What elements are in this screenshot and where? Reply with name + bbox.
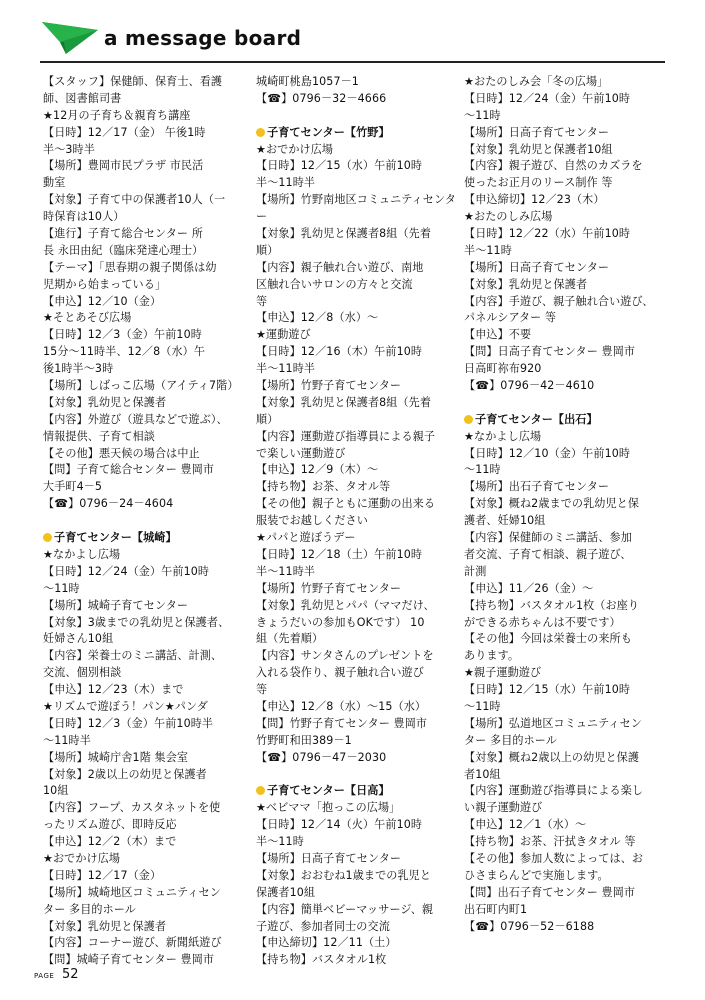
column-right — [464, 74, 661, 935]
column-left — [43, 74, 240, 969]
event-title: ★なかよし広場 — [464, 429, 542, 443]
text-line: ったリズム遊び、即時反応 — [43, 818, 177, 832]
spacer — [43, 513, 240, 530]
text-line: 【申込締切】12／23（木） — [464, 193, 605, 207]
event-title: ★おでかけ広場 — [43, 851, 121, 865]
header-divider — [40, 61, 665, 63]
text-line: 【場所】日高子育てセンター — [464, 260, 610, 274]
text-line: 半～11時半 — [256, 362, 316, 376]
text-line: 子遊び、参加者同士の交流 — [256, 919, 390, 933]
text-line: 【その他】参加人数によっては、お — [464, 851, 644, 865]
event-title: ★親子運動遊び — [464, 666, 542, 680]
text-line: 【日時】12／14（火）午前10時 — [256, 818, 423, 832]
text-line: 【内容】保健師のミニ講話、参加 — [464, 531, 632, 545]
text-line: 出石町内町1 — [464, 902, 528, 916]
text-line: 【☎】0796－32－4666 — [256, 91, 387, 105]
page-title: a message board — [104, 26, 302, 50]
text-line: ー — [256, 210, 268, 224]
event-title: ★おたのしみ会「冬の広場」 — [464, 75, 609, 88]
text-line: ～11時 — [464, 699, 501, 713]
text-line: 者交流、子育て相談、親子遊び、 — [464, 547, 632, 561]
text-line: 半～11時半 — [256, 176, 316, 190]
event-title: ★リズムで遊ぼう！パン★パンダ — [43, 699, 208, 713]
text-line: 情報提供、子育て相談 — [43, 429, 155, 443]
text-line: 【内容】フープ、カスタネットを使 — [43, 801, 221, 815]
text-line: 【対象】概ね2歳以上の幼児と保護 — [464, 750, 640, 764]
text-line: 護者、妊婦10組 — [464, 514, 546, 528]
text-line: 【場所】しばっこ広場（アイティ7階） — [43, 379, 239, 393]
text-line: 【場所】竹野子育てセンター — [256, 379, 402, 393]
text-line: 【日時】12／24（金）午前10時 — [464, 91, 631, 105]
section-heading: 子育てセンター【竹野】 — [256, 125, 453, 142]
text-line: 【日時】12／17（金） — [43, 868, 162, 882]
text-line: 城崎町桃島1057－1 — [256, 75, 359, 88]
text-line: 【対象】乳幼児と保護者8組（先着 — [256, 227, 432, 241]
text-line: 15分～11時半、12／8（水）午 — [43, 345, 206, 359]
text-line: 【対象】乳幼児と保護者8組（先着 — [256, 395, 432, 409]
text-line: 【申込締切】12／11（土） — [256, 936, 397, 950]
page-header — [0, 0, 705, 64]
text-line: 等 — [256, 294, 268, 308]
text-line: 【テーマ】「思春期の親子関係は幼 — [43, 260, 217, 274]
yellow-dot-icon — [43, 533, 52, 542]
text-line: ～11時 — [464, 463, 501, 477]
text-line: 【日時】12／17（金） 午後1時 — [43, 125, 206, 139]
spacer — [256, 108, 453, 125]
text-line: 【日時】12／3（金）午前10時半 — [43, 716, 214, 730]
text-line: 【持ち物】お茶、汗拭きタオル 等 — [464, 835, 636, 849]
column-middle — [256, 74, 456, 969]
yellow-dot-icon — [256, 786, 265, 795]
text-line: きょうだいの参加もOKです） 10 — [256, 615, 425, 629]
text-line: 【日時】12／3（金）午前10時 — [43, 328, 202, 342]
event-title: ★おたのしみ広場 — [464, 210, 553, 224]
text-line: 使ったお正月のリース制作 等 — [464, 176, 613, 190]
text-line: 【日時】12／15（水）午前10時 — [256, 159, 423, 173]
text-line: ができる赤ちゃんは不要です） — [464, 615, 621, 629]
text-line: 【問】日高子育てセンター 豊岡市 — [464, 345, 636, 359]
text-line: 【申込】12／8（水）～15（水） — [256, 699, 427, 713]
text-line: 【持ち物】バスタオル1枚（お座り — [464, 598, 640, 612]
spacer — [256, 767, 453, 784]
text-line: 【申込】12／8（水）～ — [256, 311, 379, 325]
text-line: 【☎】0796－42－4610 — [464, 379, 595, 393]
text-line: 【その他】親子ともに運動の出来る — [256, 497, 436, 511]
spacer — [464, 395, 661, 412]
text-line: 師、図書館司書 — [43, 91, 122, 105]
text-line: 【日時】12／10（金）午前10時 — [464, 446, 631, 460]
section-heading: 子育てセンター【城崎】 — [43, 530, 240, 547]
text-line: 【☎】0796－52－6188 — [464, 919, 595, 933]
text-line: 10組 — [43, 784, 69, 798]
text-line: 【持ち物】お茶、タオル等 — [256, 480, 391, 494]
text-line: 【内容】運動遊び指導員による親子 — [256, 429, 436, 443]
text-line: 【スタッフ】保健師、保育士、看護 — [43, 75, 223, 88]
text-line: 【場所】竹野南地区コミュニティセンタ — [256, 193, 456, 207]
text-line: 【場所】城崎庁舎1階 集会室 — [43, 750, 189, 764]
text-line: 【申込】12／9（木）～ — [256, 463, 379, 477]
page-number: 52 — [62, 967, 79, 982]
text-line: 【対象】おおむね1歳までの乳児と — [256, 868, 432, 882]
section-heading: 子育てセンター【出石】 — [464, 412, 661, 429]
text-line: 竹野町和田389－1 — [256, 733, 352, 747]
text-line: 【場所】豊岡市民プラザ 市民活 — [43, 159, 204, 173]
text-line: 妊婦さん10組 — [43, 632, 114, 646]
text-line: 【申込】不要 — [464, 328, 532, 342]
text-line: 順） — [256, 412, 279, 426]
event-title: ★おでかけ広場 — [256, 142, 334, 156]
text-line: 【申込】11／26（金）～ — [464, 581, 594, 595]
text-line: 【内容】親子遊び、自然のカズラを — [464, 159, 643, 173]
event-title: ★12月の子育ち＆親育ち講座 — [43, 108, 191, 122]
text-line: あります。 — [464, 649, 520, 663]
text-line: パネルシアター 等 — [464, 311, 557, 325]
text-line: 【内容】サンタさんのプレゼントを — [256, 649, 434, 663]
text-line: ～11時半 — [43, 733, 91, 747]
text-line: 半～11時 — [256, 835, 304, 849]
text-line: 【☎】0796－24－4604 — [43, 497, 174, 511]
text-line: 【その他】悪天候の場合は中止 — [43, 446, 200, 460]
text-line: 【内容】コーナー遊び、新聞紙遊び — [43, 936, 222, 950]
text-line: 【☎】0796－47－2030 — [256, 750, 387, 764]
text-line: で楽しい運動遊び — [256, 446, 346, 460]
text-line: 【場所】日高子育てセンター — [256, 851, 402, 865]
text-line: 【申込】12／10（金） — [43, 294, 162, 308]
text-line: 半～3時半 — [43, 142, 95, 156]
text-line: ～11時 — [43, 581, 80, 595]
text-line: 【問】城崎子育てセンター 豊岡市 — [43, 953, 215, 967]
event-title: ★ベビママ「抱っこの広場」 — [256, 801, 401, 815]
text-line: 【場所】城崎地区コミュニティセン — [43, 885, 221, 899]
text-line: 【申込】12／23（木）まで — [43, 683, 184, 697]
text-line: 等 — [256, 683, 268, 697]
paper-plane-icon — [42, 22, 98, 58]
event-title: ★そとあそび広場 — [43, 311, 132, 325]
text-line: 【持ち物】バスタオル1枚 — [256, 953, 387, 967]
text-line: 【対象】3歳までの乳幼児と保護者、 — [43, 615, 230, 629]
text-line: 【場所】日高子育てセンター — [464, 125, 610, 139]
text-line: ター 多目的ホール — [464, 733, 557, 747]
text-line: 【問】竹野子育てセンター 豊岡市 — [256, 716, 428, 730]
text-line: 半～11時半 — [256, 564, 316, 578]
text-line: 【対象】子育て中の保護者10人（一 — [43, 193, 226, 207]
text-line: ～11時 — [464, 108, 501, 122]
text-line: 【内容】簡単ベビーマッサージ、親 — [256, 902, 434, 916]
text-line: 動室 — [43, 176, 66, 190]
text-line: ター 多目的ホール — [43, 902, 136, 916]
yellow-dot-icon — [464, 415, 473, 424]
text-line: 【進行】子育て総合センター 所 — [43, 227, 203, 241]
text-line: 【対象】乳幼児と保護者 — [43, 919, 167, 933]
text-line: 【対象】2歳以上の幼児と保護者 — [43, 767, 207, 781]
text-line: 【その他】今回は栄養士の来所も — [464, 632, 632, 646]
text-line: 【内容】外遊び（遊具などで遊ぶ）、 — [43, 412, 228, 426]
text-line: 者10組 — [464, 767, 501, 781]
text-line: 【問】子育て総合センター 豊岡市 — [43, 463, 215, 477]
text-line: 【申込】12／1（水）～ — [464, 818, 587, 832]
text-line: 長 永田由紀（臨床発達心理士） — [43, 243, 204, 257]
text-line: 【場所】竹野子育てセンター — [256, 581, 402, 595]
text-line: 【内容】手遊び、親子触れ合い遊び、 — [464, 294, 654, 308]
text-line: 【対象】乳幼児と保護者 — [43, 395, 167, 409]
text-line: 【場所】城崎子育てセンター — [43, 598, 189, 612]
text-line: 【日時】12／24（金）午前10時 — [43, 564, 210, 578]
text-line: 大手町4－5 — [43, 480, 103, 494]
yellow-dot-icon — [256, 128, 265, 137]
text-line: 【日時】12／16（木）午前10時 — [256, 345, 423, 359]
text-line: 【対象】乳幼児とパパ（ママだけ、 — [256, 598, 435, 612]
text-line: 半～11時 — [464, 243, 512, 257]
event-title: ★パパと遊ぼうデー — [256, 531, 356, 545]
event-title: ★なかよし広場 — [43, 547, 121, 561]
text-line: 【内容】栄養士のミニ講話、計測、 — [43, 649, 223, 663]
text-line: 【場所】弘道地区コミュニティセン — [464, 716, 642, 730]
text-line: 【対象】乳幼児と保護者10組 — [464, 142, 613, 156]
text-line: 【申込】12／2（木）まで — [43, 835, 177, 849]
text-line: 時保育は10人） — [43, 210, 125, 224]
text-line: 【場所】出石子育てセンター — [464, 480, 610, 494]
text-line: 日高町祢布920 — [464, 362, 542, 376]
text-line: 【日時】12／18（土）午前10時 — [256, 547, 423, 561]
text-line: 保護者10組 — [256, 885, 316, 899]
page-label: PAGE — [34, 972, 55, 980]
text-line: い親子運動遊び — [464, 801, 543, 815]
text-line: 【内容】運動遊び指導員による楽し — [464, 784, 644, 798]
text-line: 交流、個別相談 — [43, 666, 122, 680]
text-line: 児期から始まっている」 — [43, 277, 167, 291]
text-line: 順） — [256, 243, 279, 257]
event-title: ★運動遊び — [256, 328, 311, 342]
text-line: 【対象】乳幼児と保護者 — [464, 277, 588, 291]
text-line: 【日時】12／15（水）午前10時 — [464, 683, 631, 697]
text-line: 後1時半～3時 — [43, 362, 114, 376]
text-line: 【対象】概ね2歳までの乳幼児と保 — [464, 497, 640, 511]
text-line: 入れる袋作り、親子触れ合い遊び — [256, 666, 424, 680]
text-line: 区触れ合いサロンの方々と交流 — [256, 277, 413, 291]
text-line: 服装でお越しください — [256, 514, 368, 528]
text-line: 【問】出石子育てセンター 豊岡市 — [464, 885, 636, 899]
text-line: ひさまらんどで実施します。 — [464, 868, 609, 882]
section-heading: 子育てセンター【日高】 — [256, 783, 453, 800]
text-line: 【日時】12／22（水）午前10時 — [464, 227, 631, 241]
text-line: 組（先着順） — [256, 632, 324, 646]
text-line: 【内容】親子触れ合い遊び、南地 — [256, 260, 424, 274]
text-line: 計測 — [464, 564, 487, 578]
